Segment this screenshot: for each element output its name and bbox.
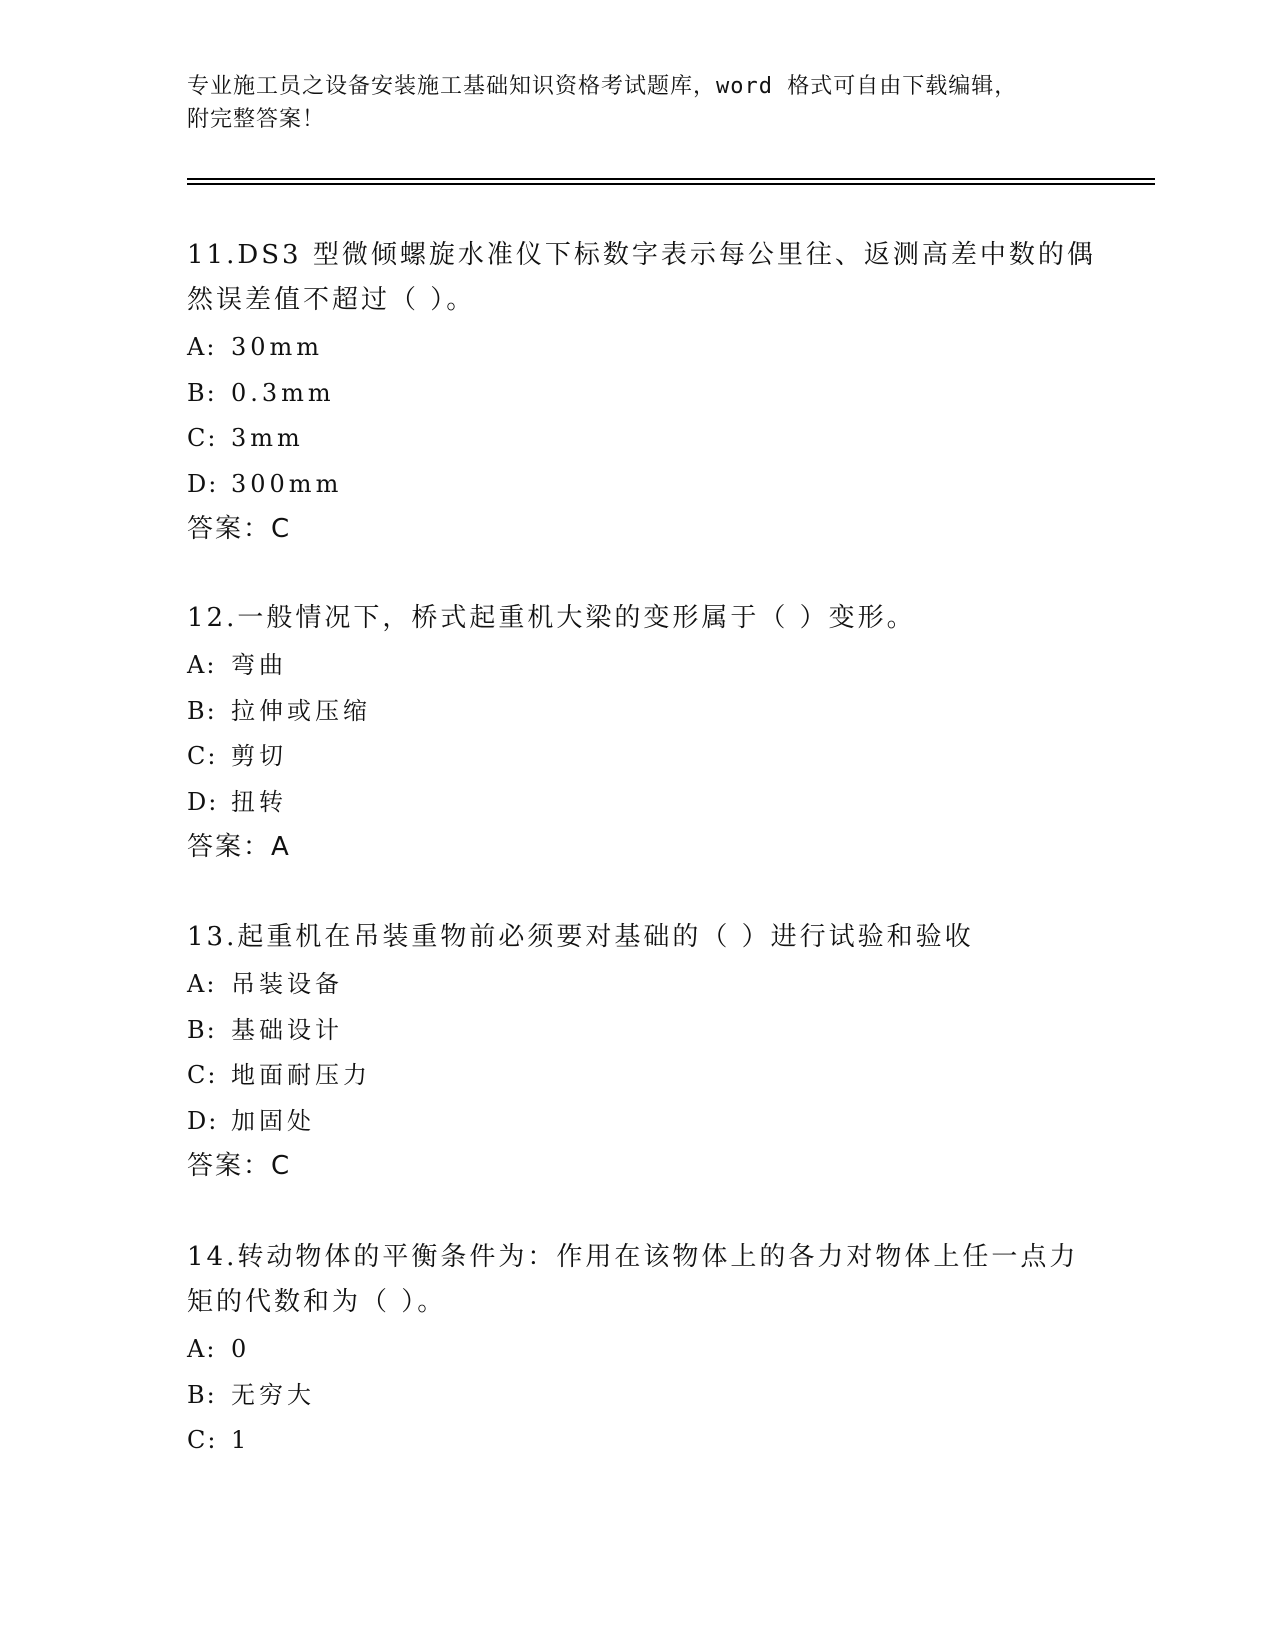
question-stem-line: 14.转动物体的平衡条件为：作用在该物体上的各力对物体上任一点力 [187, 1242, 1079, 1272]
question-stem [187, 233, 1096, 323]
header-line-2: 附完整答案！ [187, 107, 326, 132]
option-c [187, 1418, 1087, 1464]
option-key: A: [187, 651, 217, 679]
option-text: 基础设计 [231, 1015, 343, 1044]
option-key: C: [187, 1426, 218, 1454]
answer: 答案：C [187, 514, 292, 544]
option-key: D: [187, 469, 219, 498]
option-text: 扭转 [231, 787, 287, 816]
option-text: 1 [231, 1426, 251, 1454]
document-header [187, 70, 1087, 136]
option-b [187, 689, 1087, 735]
question-13 [187, 915, 1087, 1189]
option-b [187, 371, 1087, 417]
option-d [187, 1099, 1087, 1145]
option-c [187, 734, 1087, 780]
option-d [187, 462, 1087, 508]
answer: 答案：C [187, 1151, 292, 1181]
question-stem [187, 596, 1087, 641]
option-key: B: [187, 1380, 217, 1409]
option-key: D: [187, 787, 219, 816]
option-b [187, 1373, 1087, 1419]
option-key: B: [187, 696, 217, 725]
question-stem-line: 矩的代数和为（ ）。 [187, 1287, 447, 1317]
option-text: 0 [231, 1335, 251, 1363]
option-key: D: [187, 1106, 219, 1135]
option-key: A: [187, 970, 217, 998]
option-text: 0.3mm [231, 378, 335, 407]
question-stem-line: 12.一般情况下，桥式起重机大梁的变形属于（ ）变形。 [187, 603, 916, 633]
option-b [187, 1008, 1087, 1054]
option-key: A: [187, 1335, 217, 1363]
option-text: 30mm [231, 333, 324, 361]
option-c [187, 1053, 1087, 1099]
option-key: B: [187, 378, 217, 407]
option-a [187, 643, 1087, 689]
header-divider-bottom [187, 183, 1155, 185]
option-text: 300mm [231, 469, 343, 498]
option-text: 无穷大 [231, 1380, 315, 1409]
option-a [187, 1327, 1087, 1373]
option-text: 地面耐压力 [231, 1061, 371, 1089]
option-text: 吊装设备 [231, 970, 343, 998]
question-stem-line: 11.DS3 型微倾螺旋水准仪下标数字表示每公里往、返测高差中数的偶 [187, 240, 1096, 270]
option-text: 3mm [231, 424, 304, 452]
option-key: C: [187, 742, 218, 770]
question-12 [187, 596, 1087, 870]
question-14 [187, 1235, 1087, 1464]
option-key: C: [187, 424, 218, 452]
option-key: A: [187, 333, 217, 361]
question-stem-line: 然误差值不超过（ ）。 [187, 285, 476, 315]
answer: 答案：A [187, 832, 291, 862]
option-text: 剪切 [231, 742, 287, 770]
option-c [187, 416, 1087, 462]
option-text: 弯曲 [231, 651, 287, 679]
question-11 [187, 233, 1096, 552]
option-a [187, 962, 1087, 1008]
question-stem-line: 13.起重机在吊装重物前必须要对基础的（ ）进行试验和验收 [187, 922, 974, 952]
header-divider-top [187, 178, 1155, 180]
option-text: 加固处 [231, 1106, 315, 1135]
question-stem [187, 1235, 1087, 1325]
option-d [187, 780, 1087, 826]
option-a [187, 325, 1087, 371]
header-line-1: 专业施工员之设备安装施工基础知识资格考试题库，word 格式可自由下载编辑， [187, 74, 1018, 99]
option-text: 拉伸或压缩 [231, 696, 371, 725]
question-stem [187, 915, 1087, 960]
option-key: C: [187, 1061, 218, 1089]
option-key: B: [187, 1015, 217, 1044]
